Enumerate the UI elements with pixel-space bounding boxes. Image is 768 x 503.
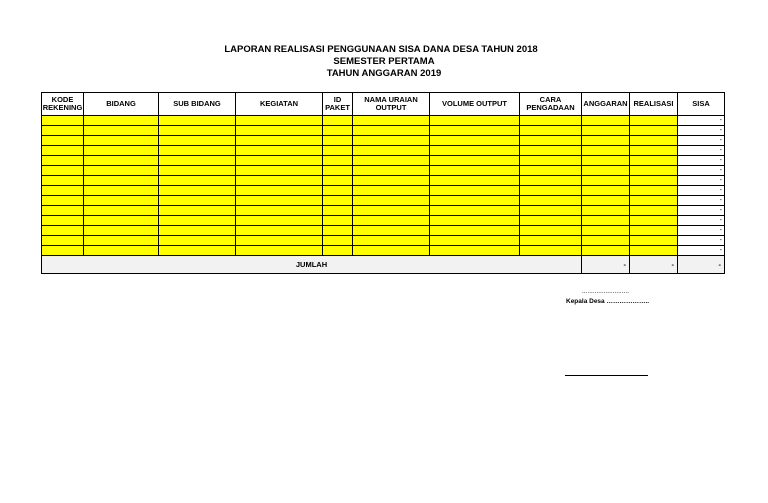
- column-header: SUB BIDANG: [159, 93, 236, 116]
- total-anggaran: -: [582, 256, 630, 274]
- table-cell: [630, 226, 678, 236]
- signature-line: [565, 375, 648, 376]
- table-cell: [323, 136, 353, 146]
- table-cell: [323, 126, 353, 136]
- table-cell: [159, 126, 236, 136]
- table-cell: [236, 196, 323, 206]
- table-cell: [630, 186, 678, 196]
- table-cell: [42, 166, 84, 176]
- table-cell: [430, 246, 520, 256]
- table-cell: [236, 246, 323, 256]
- table-cell: [630, 146, 678, 156]
- table-cell: [159, 176, 236, 186]
- table-cell: [42, 156, 84, 166]
- total-row: [42, 256, 725, 274]
- table-cell: [236, 226, 323, 236]
- table-cell: [520, 226, 582, 236]
- table-cell: [430, 146, 520, 156]
- table-cell: [323, 166, 353, 176]
- table-cell: [84, 236, 159, 246]
- table-cell: [159, 166, 236, 176]
- column-header: VOLUME OUTPUT: [430, 93, 520, 116]
- table-cell: [353, 136, 430, 146]
- table-cell: [630, 116, 678, 126]
- table-cell: [42, 246, 84, 256]
- sisa-cell: -: [678, 146, 725, 156]
- table-cell: [42, 146, 84, 156]
- table-cell: [520, 236, 582, 246]
- table-cell: [84, 246, 159, 256]
- table-cell: [520, 176, 582, 186]
- sisa-cell: -: [678, 236, 725, 246]
- table-cell: [236, 136, 323, 146]
- sisa-cell: -: [678, 166, 725, 176]
- table-row: [42, 236, 725, 246]
- sisa-cell: -: [678, 196, 725, 206]
- sisa-cell: -: [678, 116, 725, 126]
- table-cell: [520, 136, 582, 146]
- sisa-cell: -: [678, 216, 725, 226]
- table-cell: [520, 126, 582, 136]
- table-row: [42, 146, 725, 156]
- table-cell: [430, 166, 520, 176]
- table-row: [42, 196, 725, 206]
- table-cell: [84, 196, 159, 206]
- table-cell: [323, 146, 353, 156]
- table-cell: [42, 216, 84, 226]
- table-cell: [630, 166, 678, 176]
- column-header: CARA PENGADAAN: [520, 93, 582, 116]
- table-cell: [353, 206, 430, 216]
- report-subtitle: SEMESTER PERTAMA: [333, 56, 435, 67]
- sisa-cell: -: [678, 156, 725, 166]
- table-cell: [323, 186, 353, 196]
- table-cell: [84, 166, 159, 176]
- table-cell: [84, 186, 159, 196]
- table-cell: [430, 116, 520, 126]
- table-row: [42, 126, 725, 136]
- table-cell: [353, 126, 430, 136]
- table-cell: [430, 176, 520, 186]
- table-cell: [582, 206, 630, 216]
- column-header: BIDANG: [84, 93, 159, 116]
- table-cell: [353, 196, 430, 206]
- table-cell: [582, 216, 630, 226]
- table-cell: [42, 126, 84, 136]
- table-cell: [582, 176, 630, 186]
- table-cell: [323, 236, 353, 246]
- table-cell: [630, 216, 678, 226]
- table-cell: [520, 146, 582, 156]
- table-cell: [630, 126, 678, 136]
- table-cell: [159, 146, 236, 156]
- table-cell: [159, 136, 236, 146]
- table-cell: [236, 166, 323, 176]
- table-cell: [520, 216, 582, 226]
- table-cell: [630, 236, 678, 246]
- table-cell: [236, 236, 323, 246]
- table-cell: [42, 186, 84, 196]
- table-cell: [582, 116, 630, 126]
- table-cell: [42, 236, 84, 246]
- table-cell: [630, 246, 678, 256]
- sisa-cell: -: [678, 176, 725, 186]
- table-cell: [84, 206, 159, 216]
- table-row: [42, 226, 725, 236]
- sisa-cell: -: [678, 226, 725, 236]
- table-row: [42, 156, 725, 166]
- table-cell: [159, 186, 236, 196]
- column-header: REALISASI: [630, 93, 678, 116]
- table-cell: [430, 186, 520, 196]
- table-cell: [582, 146, 630, 156]
- table-cell: [353, 176, 430, 186]
- table-cell: [430, 226, 520, 236]
- table-cell: [520, 156, 582, 166]
- table-cell: [353, 226, 430, 236]
- table-cell: [353, 246, 430, 256]
- table-cell: [323, 196, 353, 206]
- total-label: JUMLAH: [42, 256, 582, 274]
- table-cell: [582, 246, 630, 256]
- table-cell: [236, 126, 323, 136]
- table-cell: [42, 196, 84, 206]
- sisa-cell: -: [678, 206, 725, 216]
- table-cell: [430, 236, 520, 246]
- table-cell: [236, 216, 323, 226]
- table-cell: [323, 206, 353, 216]
- table-cell: [42, 116, 84, 126]
- table-cell: [582, 166, 630, 176]
- table-cell: [84, 176, 159, 186]
- table-cell: [323, 216, 353, 226]
- table-cell: [520, 116, 582, 126]
- table-cell: [353, 186, 430, 196]
- table-cell: [430, 156, 520, 166]
- table-cell: [353, 236, 430, 246]
- report-header: [0, 44, 768, 80]
- table-cell: [84, 156, 159, 166]
- total-realisasi: -: [630, 256, 678, 274]
- table-cell: [159, 226, 236, 236]
- table-cell: [42, 136, 84, 146]
- table-cell: [84, 146, 159, 156]
- table-cell: [520, 206, 582, 216]
- table-cell: [430, 206, 520, 216]
- report-year: TAHUN ANGGARAN 2019: [326, 68, 442, 79]
- table-cell: [42, 176, 84, 186]
- table-cell: [430, 126, 520, 136]
- table-cell: [353, 166, 430, 176]
- table-cell: [353, 216, 430, 226]
- table-cell: [430, 136, 520, 146]
- column-header: ID PAKET: [323, 93, 353, 116]
- table-cell: [42, 206, 84, 216]
- table-cell: [582, 186, 630, 196]
- table-cell: [236, 206, 323, 216]
- table-cell: [520, 166, 582, 176]
- sisa-cell: -: [678, 186, 725, 196]
- table-cell: [520, 186, 582, 196]
- signature-place-date: ..........................: [582, 288, 629, 295]
- table-cell: [520, 196, 582, 206]
- table-cell: [630, 156, 678, 166]
- table-cell: [582, 196, 630, 206]
- table-row: [42, 116, 725, 126]
- table-cell: [84, 136, 159, 146]
- table-cell: [236, 176, 323, 186]
- table-cell: [84, 126, 159, 136]
- signature-title: Kepala Desa ………………..: [566, 298, 650, 305]
- table-cell: [582, 126, 630, 136]
- table-cell: [582, 236, 630, 246]
- table-cell: [159, 206, 236, 216]
- table-cell: [159, 116, 236, 126]
- report-table: [41, 92, 725, 274]
- table-cell: [323, 176, 353, 186]
- table-cell: [236, 116, 323, 126]
- table-header-row: [42, 93, 725, 116]
- table-cell: [323, 246, 353, 256]
- table-cell: [353, 156, 430, 166]
- table-cell: [159, 216, 236, 226]
- total-sisa: -: [678, 256, 725, 274]
- column-header: NAMA URAIAN OUTPUT: [353, 93, 430, 116]
- column-header: SISA: [678, 93, 725, 116]
- table-cell: [323, 116, 353, 126]
- sisa-cell: -: [678, 136, 725, 146]
- table-cell: [236, 146, 323, 156]
- table-cell: [159, 196, 236, 206]
- table-cell: [159, 246, 236, 256]
- table-cell: [84, 226, 159, 236]
- table-cell: [323, 156, 353, 166]
- table-row: [42, 206, 725, 216]
- column-header: KODE REKENING: [42, 93, 84, 116]
- table-row: [42, 246, 725, 256]
- table-row: [42, 136, 725, 146]
- table-cell: [630, 136, 678, 146]
- table-cell: [236, 156, 323, 166]
- table-cell: [630, 176, 678, 186]
- table-cell: [159, 156, 236, 166]
- table-cell: [430, 196, 520, 206]
- table-cell: [630, 206, 678, 216]
- table-cell: [42, 226, 84, 236]
- table-cell: [582, 136, 630, 146]
- column-header: KEGIATAN: [236, 93, 323, 116]
- table-cell: [353, 146, 430, 156]
- table-cell: [236, 186, 323, 196]
- table-cell: [582, 226, 630, 236]
- report-title: LAPORAN REALISASI PENGGUNAAN SISA DANA DESA TAHUN 2018: [224, 44, 538, 55]
- table-cell: [323, 226, 353, 236]
- table-cell: [582, 156, 630, 166]
- sisa-cell: -: [678, 126, 725, 136]
- table-row: [42, 216, 725, 226]
- table-cell: [84, 116, 159, 126]
- sisa-cell: -: [678, 246, 725, 256]
- table-cell: [430, 216, 520, 226]
- table-cell: [630, 196, 678, 206]
- table-cell: [159, 236, 236, 246]
- table-row: [42, 186, 725, 196]
- table-row: [42, 166, 725, 176]
- table-cell: [353, 116, 430, 126]
- table-cell: [84, 216, 159, 226]
- table-cell: [520, 246, 582, 256]
- table-row: [42, 176, 725, 186]
- column-header: ANGGARAN: [582, 93, 630, 116]
